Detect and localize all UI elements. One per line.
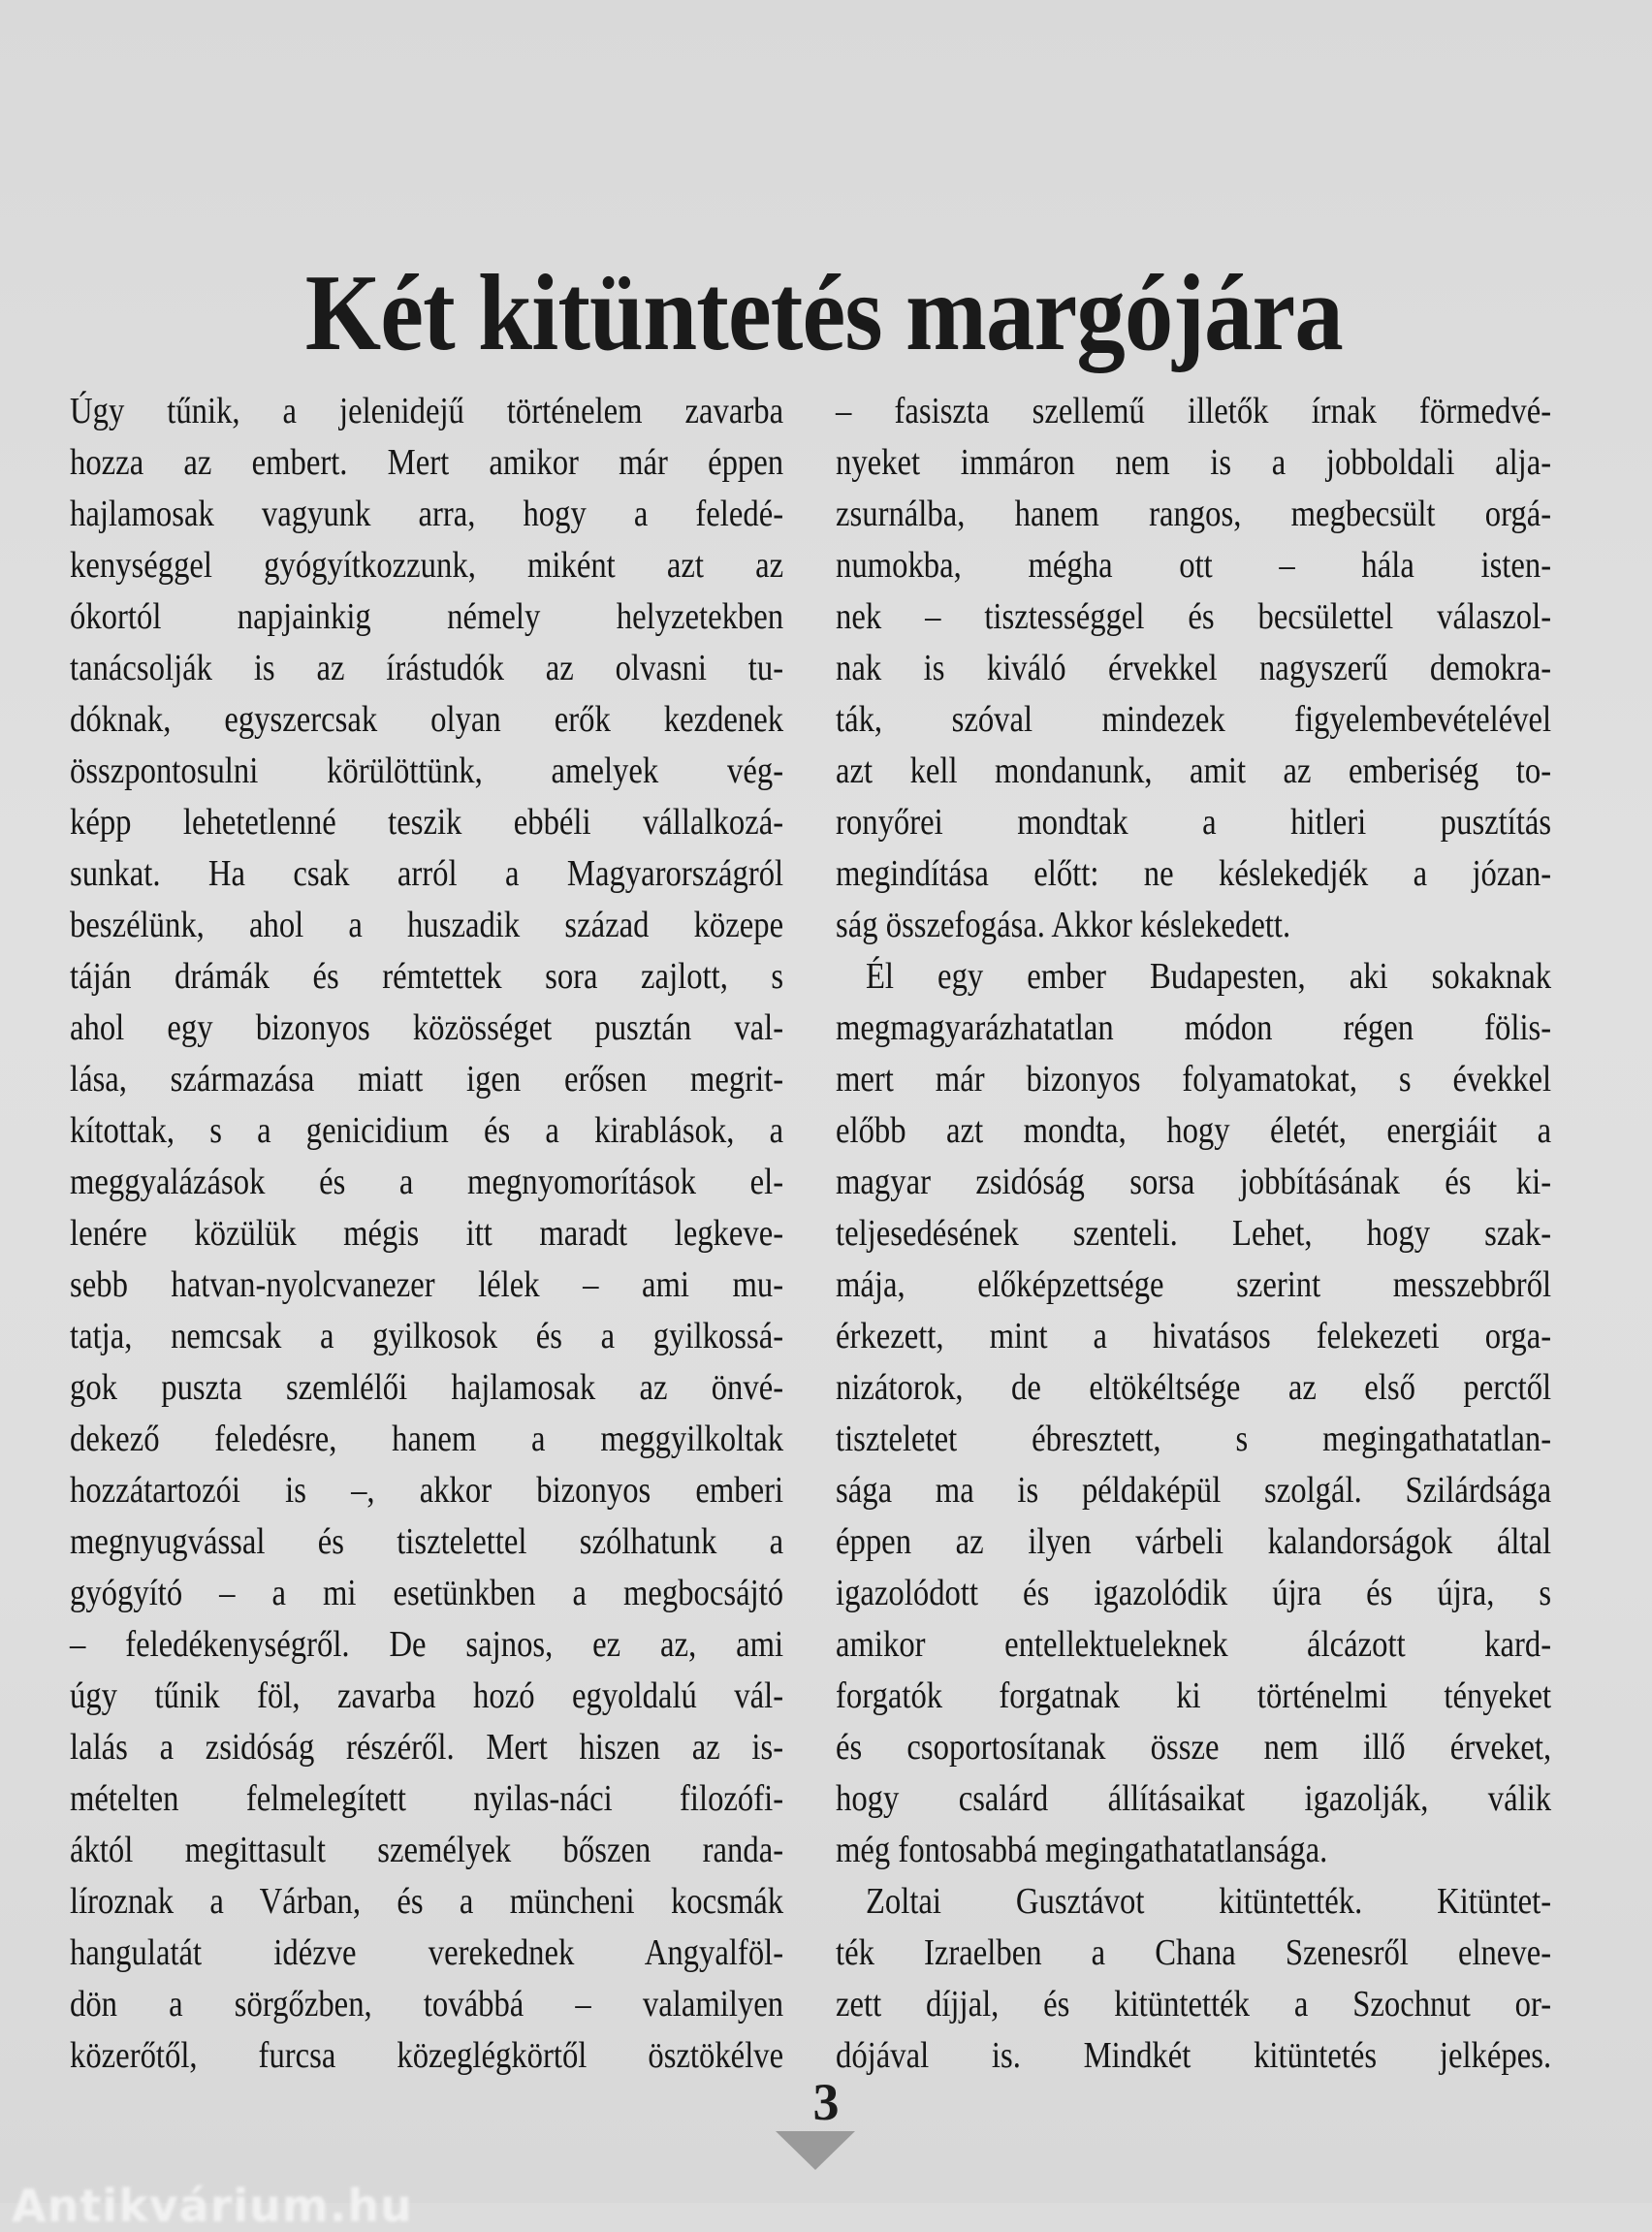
text-line: hangulatát idézve verekednek Angyalföl-	[70, 1932, 784, 1973]
text-line: táján drámák és rémtettek sora zajlott, s	[70, 956, 784, 997]
text-line: sebb hatvan-nyolcvanezer lélek – ami mu-	[70, 1264, 784, 1305]
text-line: teljesedésének szenteli. Lehet, hogy szak-	[836, 1213, 1552, 1254]
text-line: dön a sörgőzben, továbbá – valamilyen	[70, 1984, 784, 2025]
right-text-column	[836, 386, 1551, 2082]
text-line: megindítása előtt: ne késlekedjék a józan-	[836, 853, 1552, 894]
text-line: mert már bizonyos folyamatokat, s évekkel	[836, 1059, 1552, 1100]
text-line: kítottak, s a genicidium és a kirablások, a	[70, 1110, 784, 1151]
paragraph-start-line: Él egy ember Budapesten, aki sokaknak	[865, 956, 1552, 997]
text-line: sunkat. Ha csak arról a Magyarországról	[70, 853, 784, 894]
text-line: mája, előképzettsége szerint messzebbről	[836, 1264, 1552, 1305]
text-line: közerőtől, furcsa közeglégkörtől ösztökélve	[70, 2035, 784, 2076]
text-line: beszélünk, ahol a huszadik század közepe	[70, 905, 784, 945]
text-line: ahol egy bizonyos közösséget pusztán val-	[70, 1007, 784, 1048]
text-line: – feledékenységről. De sajnos, ez az, ami	[70, 1624, 784, 1665]
text-line: képp lehetetlenné teszik ebbéli vállalkozá-	[70, 802, 784, 843]
text-line: nak is kiváló érvekkel nagyszerű demokra-	[836, 648, 1552, 688]
down-triangle-icon	[776, 2131, 855, 2170]
text-line: nizátorok, de eltökéltsége az első perctől	[836, 1367, 1552, 1408]
text-line: gyógyító – a mi esetünkben a megbocsájtó	[70, 1573, 784, 1613]
text-line: dóknak, egyszercsak olyan erők kezdenek	[70, 699, 784, 740]
text-line: megmagyarázhatatlan módon régen fölis-	[836, 1007, 1552, 1048]
text-line: kenységgel gyógyítkozzunk, miként azt az	[70, 545, 784, 586]
text-line: magyar zsidóság sorsa jobbításának és ki-	[836, 1162, 1552, 1202]
text-line: érkezett, mint a hivatásos felekezeti orga-	[836, 1316, 1552, 1356]
left-text-column	[70, 386, 783, 2082]
paragraph-start-line: Zoltai Gusztávot kitüntették. Kitüntet-	[865, 1881, 1552, 1922]
text-line: hozzátartozói is –, akkor bizonyos emberi	[70, 1470, 784, 1511]
text-line: tatja, nemcsak a gyilkosok és a gyilkossá-	[70, 1316, 784, 1356]
text-line: és csoportosítanak össze nem illő érveket,	[836, 1727, 1552, 1768]
text-line: zsurnálba, hanem rangos, megbecsült orgá-	[836, 494, 1552, 534]
text-line: nek – tisztességgel és becsülettel válaszol-	[836, 596, 1552, 637]
text-line: hajlamosak vagyunk arra, hogy a feledé-	[70, 494, 784, 534]
text-line: hogy csalárd állításaikat igazolják, válik	[836, 1778, 1552, 1819]
text-line: zett díjjal, és kitüntették a Szochnut or-	[836, 1984, 1552, 2025]
text-line: azt kell mondanunk, amit az emberiség to-	[836, 750, 1552, 791]
text-line: meggyalázások és a megnyomorítások el-	[70, 1162, 784, 1202]
text-line: áktól megittasult személyek bőszen randa-	[70, 1830, 784, 1870]
text-line: nyeket immáron nem is a jobboldali alja-	[836, 442, 1552, 483]
text-line: forgatók forgatnak ki történelmi tényeket	[836, 1675, 1552, 1716]
text-line: mételten felmelegített nyilas-náci filozófi-	[70, 1778, 784, 1819]
text-line: lása, származása miatt igen erősen megrit-	[70, 1059, 784, 1100]
text-line: ronyőrei mondtak a hitleri pusztítás	[836, 802, 1552, 843]
text-line: ókortól napjainkig némely helyzetekben	[70, 596, 784, 637]
text-line: numokba, mégha ott – hála isten-	[836, 545, 1552, 586]
text-line: líroznak a Várban, és a müncheni kocsmák	[70, 1881, 784, 1922]
text-line: – fasiszta szellemű illetők írnak förmedvé-	[836, 391, 1552, 431]
paragraph-end-line: még fontosabbá megingathatatlansága.	[836, 1830, 1328, 1870]
text-line: lenére közülük mégis itt maradt legkeve-	[70, 1213, 784, 1254]
paragraph-end-line: ság összefogása. Akkor késlekedett.	[836, 905, 1291, 945]
text-line: ták, szóval mindezek figyelembevételével	[836, 699, 1552, 740]
watermark: Antikvárium.hu	[12, 2180, 413, 2232]
text-line: amikor entellektueleknek álcázott kard-	[836, 1624, 1552, 1665]
text-line: úgy tűnik föl, zavarba hozó egyoldalú vál-	[70, 1675, 784, 1716]
text-line: Úgy tűnik, a jelenidejű történelem zavarba	[70, 391, 784, 431]
text-line: dójával is. Mindkét kitüntetés jelképes.	[836, 2035, 1552, 2076]
text-line: megnyugvással és tisztelettel szólhatunk a	[70, 1521, 784, 1562]
text-line: ték Izraelben a Chana Szenesről elneve-	[836, 1932, 1552, 1973]
text-line: tanácsolják is az írástudók az olvasni tu-	[70, 648, 784, 688]
text-line: hozza az embert. Mert amikor már éppen	[70, 442, 784, 483]
page-number: 3	[812, 2073, 840, 2131]
text-line: dekező feledésre, hanem a meggyilkoltak	[70, 1419, 784, 1459]
text-line: tiszteletet ébresztett, s megingathatatlan-	[836, 1419, 1552, 1459]
text-line: igazolódott és igazolódik újra és újra, s	[836, 1573, 1552, 1613]
article-title: Két kitüntetés margójára	[304, 253, 1343, 374]
text-line: gok puszta szemlélői hajlamosak az önvé-	[70, 1367, 784, 1408]
text-line: lalás a zsidóság részéről. Mert hiszen az is-	[70, 1727, 784, 1768]
text-line: összpontosulni körülöttünk, amelyek vég-	[70, 750, 784, 791]
text-line: sága ma is példaképül szolgál. Szilárdsága	[836, 1470, 1552, 1511]
text-line: előbb azt mondta, hogy életét, energiáit a	[836, 1110, 1552, 1151]
text-line: éppen az ilyen várbeli kalandorságok által	[836, 1521, 1552, 1562]
